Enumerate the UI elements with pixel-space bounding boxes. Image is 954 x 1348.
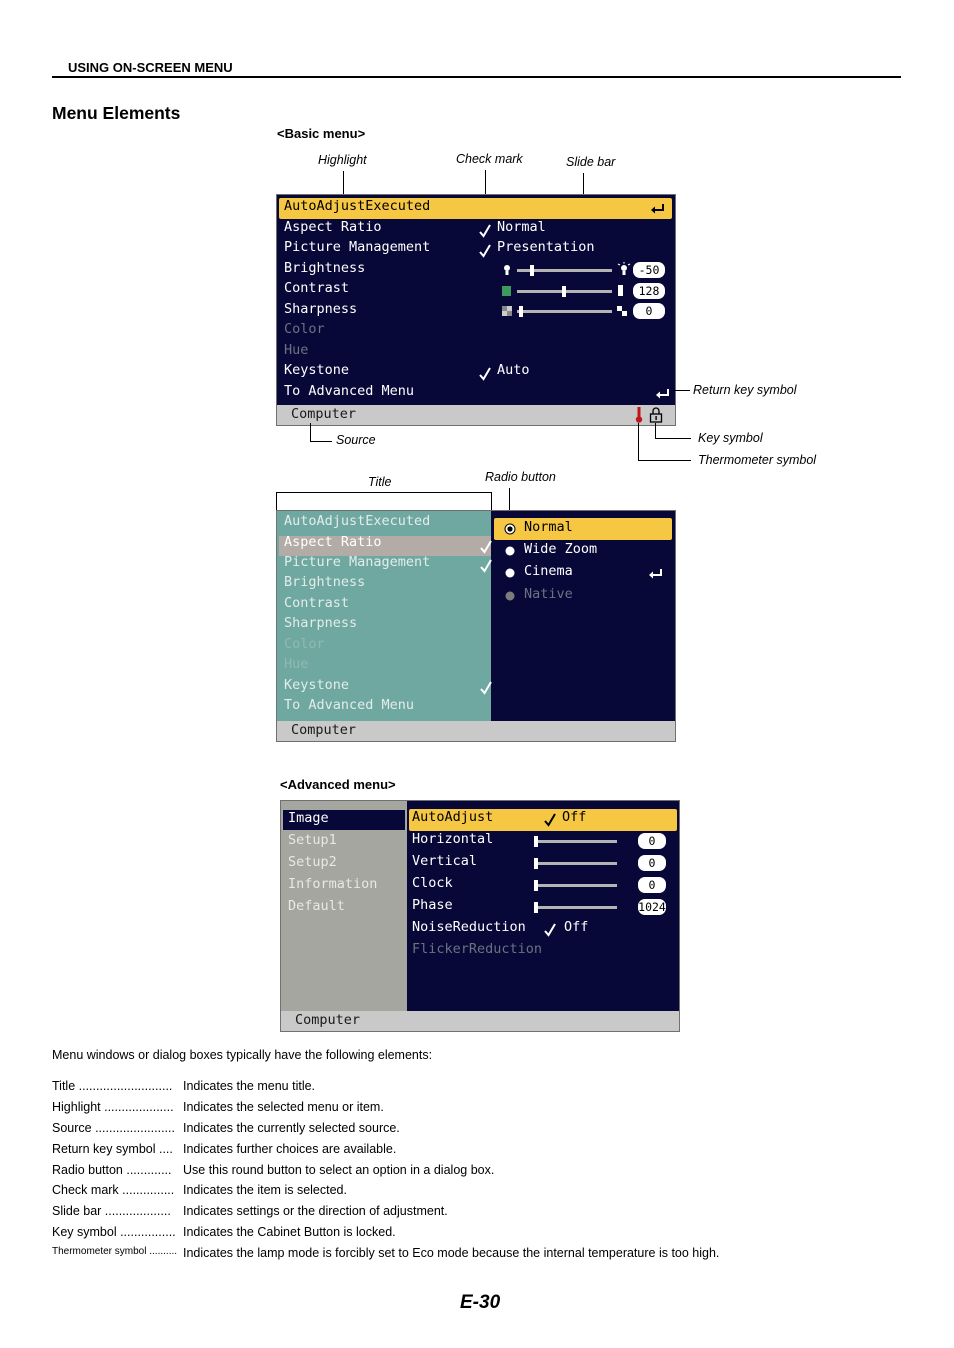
menu-item-keystone[interactable]: Keystone	[284, 677, 350, 693]
callout-key-hline	[655, 438, 691, 439]
check-icon	[479, 244, 491, 258]
option-normal[interactable]: Normal	[524, 519, 573, 535]
definition-text: Indicates the item is selected.	[183, 1183, 347, 1197]
noise-reduction-value: Off	[564, 919, 589, 935]
tab-setup2[interactable]: Setup2	[288, 854, 337, 870]
basic-menu-label: <Basic menu>	[277, 126, 366, 141]
source-label: Computer	[295, 1012, 361, 1028]
item-horizontal[interactable]: Horizontal	[412, 831, 494, 847]
definition-text: Indicates further choices are available.	[183, 1142, 397, 1156]
callout-thermo-hline	[638, 460, 691, 461]
menu-item-brightness[interactable]: Brightness	[284, 574, 366, 590]
check-icon	[479, 224, 491, 238]
menu-item-to-advanced[interactable]: To Advanced Menu	[284, 697, 415, 713]
item-auto-adjust[interactable]: AutoAdjust	[412, 809, 494, 825]
menu-item-hue: Hue	[284, 656, 309, 672]
menu-item-keystone[interactable]: Keystone	[284, 362, 350, 378]
source-label: Computer	[291, 722, 357, 738]
aspect-ratio-value: Normal	[497, 219, 546, 235]
horizontal-slide-bar[interactable]	[535, 840, 617, 843]
phase-value: 1024	[638, 900, 666, 914]
menu-item-color: Color	[284, 636, 325, 652]
bright-bulb-icon	[617, 262, 631, 276]
callout-source-vline	[310, 423, 311, 441]
title-bracket	[276, 492, 492, 511]
definition-text: Indicates the Cabinet Button is locked.	[183, 1225, 396, 1239]
advanced-menu-panel	[280, 800, 680, 1032]
callout-key-vline	[655, 423, 656, 438]
item-vertical[interactable]: Vertical	[412, 853, 478, 869]
definition-text: Indicates the currently selected source.	[183, 1121, 400, 1135]
basic-menu-panel	[276, 194, 676, 426]
keystone-value: Auto	[497, 362, 530, 378]
return-key-icon	[656, 389, 670, 399]
source-label: Computer	[291, 406, 357, 422]
phase-slide-bar[interactable]	[535, 906, 617, 909]
running-header: USING ON-SCREEN MENU	[68, 60, 233, 75]
vertical-slide-bar[interactable]	[535, 862, 617, 865]
menu-item-sharpness[interactable]: Sharpness	[284, 301, 358, 317]
radio-icon[interactable]	[505, 568, 515, 578]
radio-icon[interactable]	[505, 546, 515, 556]
header-rule	[52, 76, 901, 78]
menu-item-picture-management[interactable]: Picture Management	[284, 554, 431, 570]
definition-text: Indicates the selected menu or item.	[183, 1100, 384, 1114]
menu-item-to-advanced[interactable]: To Advanced Menu	[284, 383, 415, 399]
definition-term: Check mark ...............	[52, 1183, 175, 1197]
contrast-high-icon	[618, 285, 623, 296]
option-cinema[interactable]: Cinema	[524, 563, 573, 579]
check-icon	[544, 923, 556, 937]
item-noise-reduction[interactable]: NoiseReduction	[412, 919, 526, 935]
horizontal-knob[interactable]	[534, 836, 538, 847]
brightness-slider-knob[interactable]	[530, 265, 534, 276]
definition-term: Highlight ....................	[52, 1100, 174, 1114]
vertical-value: 0	[638, 855, 666, 871]
return-key-icon	[649, 569, 663, 579]
tab-default[interactable]: Default	[288, 898, 345, 914]
menu-item-auto-adjust[interactable]: AutoAdjustExecuted	[284, 198, 431, 214]
status-bar	[281, 1011, 679, 1031]
phase-knob[interactable]	[534, 902, 538, 913]
sharpness-slide-bar[interactable]	[517, 310, 612, 313]
menu-item-color: Color	[284, 321, 325, 337]
callout-slide-bar: Slide bar	[566, 155, 616, 169]
callout-source-hline	[310, 441, 332, 442]
radio-disabled-icon	[505, 591, 515, 601]
menu-item-contrast[interactable]: Contrast	[284, 280, 350, 296]
radio-selected-icon[interactable]	[504, 523, 516, 535]
menu-item-brightness[interactable]: Brightness	[284, 260, 366, 276]
sharpness-value: 0	[633, 303, 665, 319]
menu-item-contrast[interactable]: Contrast	[284, 595, 350, 611]
definition-text: Indicates the menu title.	[183, 1079, 316, 1093]
sharpness-slider-knob[interactable]	[519, 306, 523, 317]
item-clock[interactable]: Clock	[412, 875, 453, 891]
callout-return-line	[672, 390, 690, 391]
picture-management-value: Presentation	[497, 239, 595, 255]
callout-thermo-vline	[638, 423, 639, 460]
menu-item-auto-adjust[interactable]: AutoAdjustExecuted	[284, 513, 431, 529]
page-number: E-30	[460, 1292, 501, 1313]
definition-term: Return key symbol ....	[52, 1142, 173, 1156]
clock-value: 0	[638, 877, 666, 893]
contrast-slider-knob[interactable]	[562, 286, 566, 297]
tab-information[interactable]: Information	[288, 876, 378, 892]
check-icon	[480, 559, 492, 573]
brightness-value: -50	[633, 262, 665, 278]
menu-item-aspect-ratio[interactable]: Aspect Ratio	[284, 219, 382, 235]
menu-item-hue: Hue	[284, 342, 309, 358]
callout-title: Title	[368, 475, 392, 489]
definition-text: Use this round button to select an option in a dialog box.	[183, 1163, 495, 1177]
bulb-icon	[502, 264, 512, 276]
definition-text: Indicates settings or the direction of adjustment.	[183, 1204, 448, 1218]
status-bar	[277, 721, 675, 741]
tab-image[interactable]: Image	[288, 810, 329, 826]
clock-knob[interactable]	[534, 880, 538, 891]
definition-text: Indicates the lamp mode is forcibly set to Eco mode because the internal temperature is too high.	[183, 1246, 720, 1260]
callout-radio-button: Radio button	[485, 470, 556, 484]
menu-item-picture-management[interactable]: Picture Management	[284, 239, 431, 255]
contrast-value: 128	[633, 283, 665, 299]
check-icon	[480, 681, 492, 695]
contrast-low-icon	[502, 286, 511, 296]
definition-term: Thermometer symbol ..........	[52, 1246, 178, 1257]
aspect-menu-panel	[276, 510, 676, 742]
check-icon	[480, 540, 492, 554]
option-wide-zoom[interactable]: Wide Zoom	[524, 541, 598, 557]
auto-adjust-value: Off	[562, 809, 587, 825]
callout-highlight: Highlight	[318, 153, 367, 167]
definition-term: Slide bar ...................	[52, 1204, 171, 1218]
definition-term: Radio button .............	[52, 1163, 172, 1177]
check-icon	[544, 813, 556, 827]
return-key-icon	[651, 204, 665, 214]
check-icon	[479, 367, 491, 381]
callout-key-symbol: Key symbol	[698, 431, 763, 445]
option-highlight	[494, 518, 672, 540]
menu-item-aspect-ratio[interactable]: Aspect Ratio	[284, 534, 382, 550]
item-phase[interactable]: Phase	[412, 897, 453, 913]
option-native: Native	[524, 586, 573, 602]
advanced-menu-label: <Advanced menu>	[280, 777, 396, 792]
menu-item-sharpness[interactable]: Sharpness	[284, 615, 358, 631]
intro-text: Menu windows or dialog boxes typically have the following elements:	[52, 1048, 433, 1062]
definition-term: Key symbol ................	[52, 1225, 176, 1239]
definition-term: Source .......................	[52, 1121, 175, 1135]
callout-thermometer: Thermometer symbol	[698, 453, 817, 467]
section-title: Menu Elements	[52, 103, 181, 123]
horizontal-value: 0	[638, 833, 666, 849]
definition-term: Title ...........................	[52, 1079, 173, 1093]
thermometer-icon	[635, 407, 643, 423]
key-lock-icon	[649, 407, 663, 423]
tab-setup1[interactable]: Setup1	[288, 832, 337, 848]
sharpness-soft-icon	[502, 306, 512, 316]
status-bar	[277, 405, 675, 425]
callout-check-mark: Check mark	[456, 152, 523, 166]
clock-slide-bar[interactable]	[535, 884, 617, 887]
callout-return-key: Return key symbol	[693, 383, 797, 397]
vertical-knob[interactable]	[534, 858, 538, 869]
item-flicker-reduction: FlickerReduction	[412, 941, 543, 957]
callout-source: Source	[336, 433, 376, 447]
sharpness-sharp-icon	[617, 306, 627, 316]
